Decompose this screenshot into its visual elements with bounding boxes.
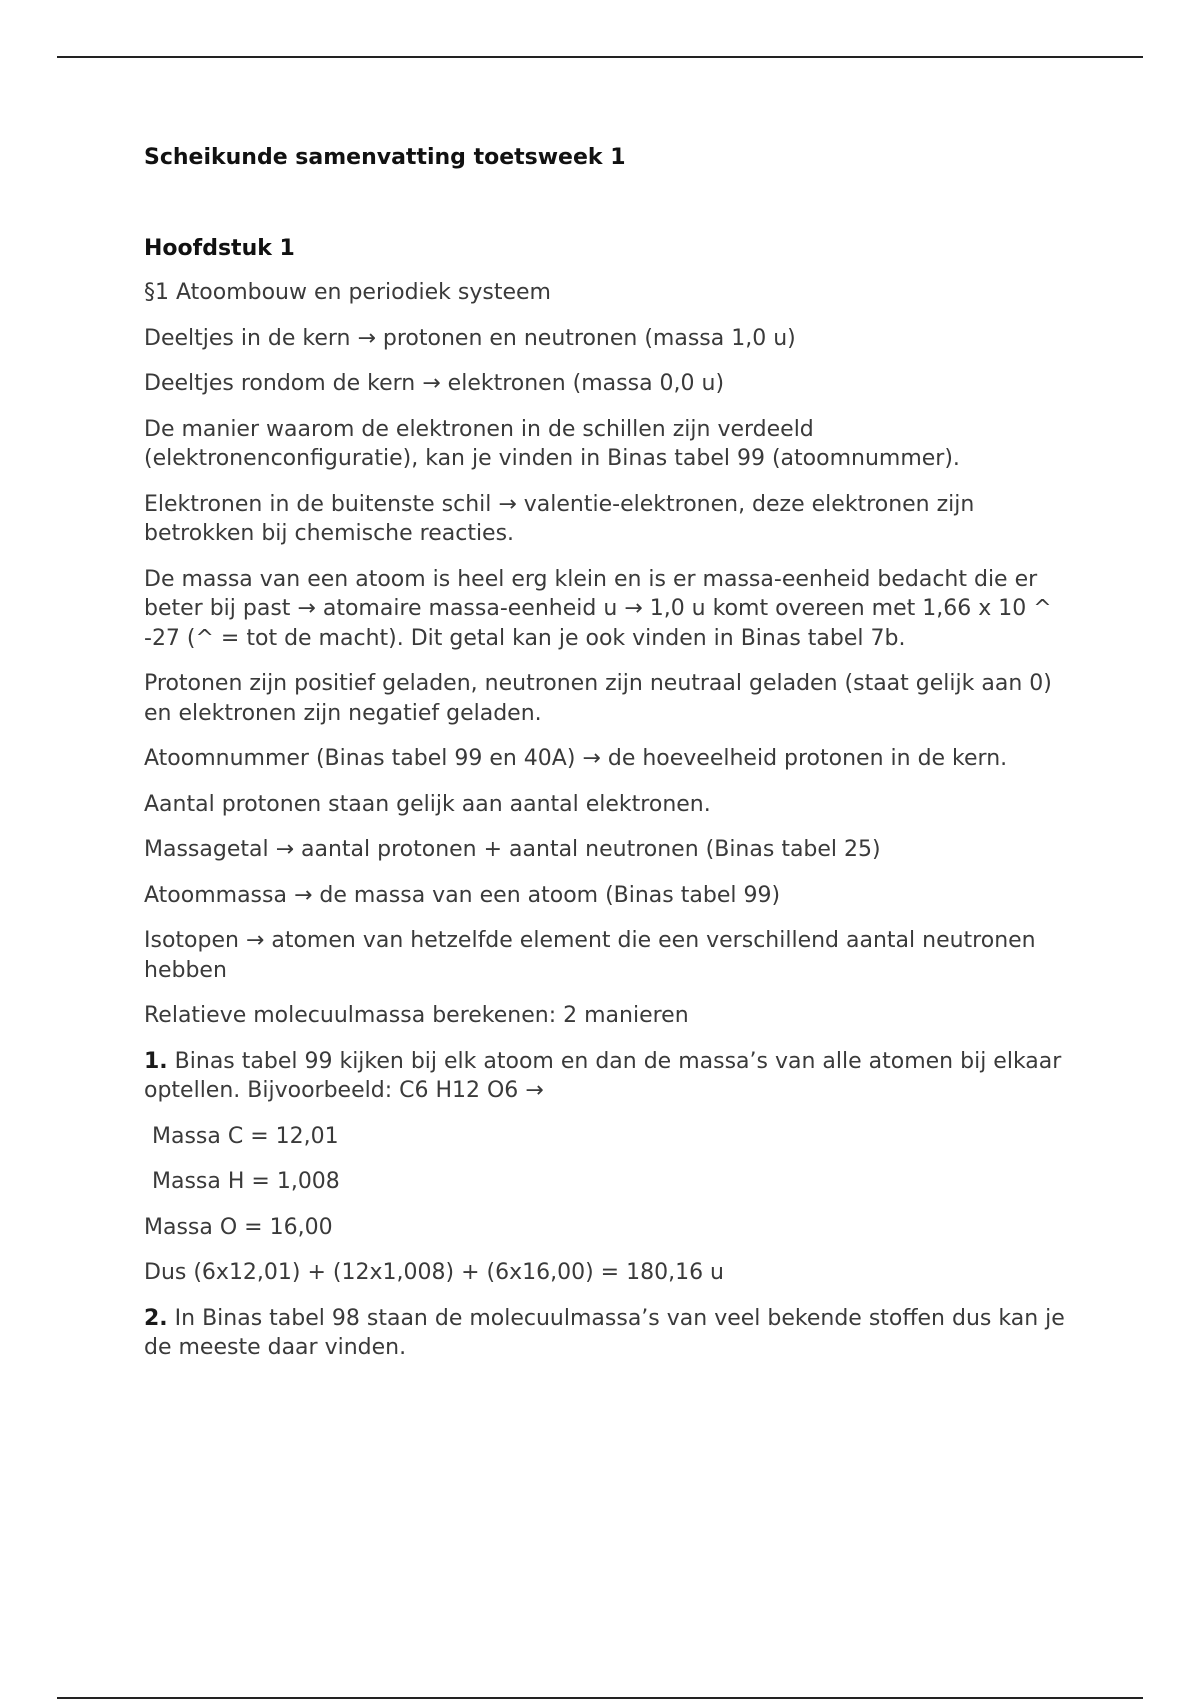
method-two-text: In Binas tabel 98 staan de molecuulmassa’s van veel bekende stoffen dus kan je de meeste daar vinden.: [144, 1305, 1065, 1360]
paragraph: Atoomnummer (Binas tabel 99 en 40A) → de hoeveelheid protonen in de kern.: [144, 746, 1008, 771]
method-two-number: 2.: [144, 1305, 168, 1331]
chapter-heading: Hoofdstuk 1: [144, 235, 295, 261]
paragraph: Deeltjes in de kern → protonen en neutronen (massa 1,0 u): [144, 325, 796, 351]
document-title: Scheikunde samenvatting toetsweek 1: [144, 145, 626, 170]
paragraph: Isotopen → atomen van hetzelfde element die een verschillend aantal neutronen hebben: [144, 928, 1036, 983]
paragraph: De massa van een atoom is heel erg klein en is er massa-eenheid bedacht die er beter bij past → atomaire massa-eenheid u → 1,0 u komt overeen met 1,66 x 10 ^ -27 (^ = tot de macht). Dit getal kan je ook vinden in Binas tabel 7b.: [144, 566, 1052, 651]
paragraph: Relatieve molecuulmassa berekenen: 2 manieren: [144, 1003, 689, 1028]
method-one-text: Binas tabel 99 kijken bij elk atoom en dan de massa’s van alle atomen bij elkaar optellen. Bijvoorbeeld: C6 H12 O6 →: [144, 1048, 1062, 1103]
method-one-number: 1.: [144, 1048, 168, 1074]
mass-oxygen: Massa O = 16,00: [144, 1214, 333, 1240]
paragraph: Deeltjes rondom de kern → elektronen (massa 0,0 u): [144, 371, 725, 396]
paragraph: Protonen zijn positief geladen, neutronen zijn neutraal geladen (staat gelijk aan 0) en elektronen zijn negatief geladen.: [144, 671, 1052, 726]
calculation: Dus (6x12,01) + (12x1,008) + (6x16,00) = 180,16 u: [144, 1260, 725, 1285]
mass-hydrogen: Massa H = 1,008: [152, 1169, 340, 1194]
paragraph: Atoommassa → de massa van een atoom (Binas tabel 99): [144, 882, 781, 908]
section-heading: §1 Atoombouw en periodiek systeem: [144, 280, 551, 305]
paragraph: De manier waarom de elektronen in de schillen zijn verdeeld (elektronenconfiguratie), kan je vinden in Binas tabel 99 (atoomnummer).: [144, 416, 960, 471]
mass-carbon: Massa C = 12,01: [152, 1123, 339, 1149]
method-one: [144, 1047, 1069, 1106]
paragraph: Aantal protonen staan gelijk aan aantal elektronen.: [144, 791, 711, 817]
paragraph: Massagetal → aantal protonen + aantal neutronen (Binas tabel 25): [144, 837, 881, 862]
header-rule: [57, 56, 1143, 58]
footer-rule: [57, 1697, 1143, 1699]
document-body: [144, 143, 1069, 1363]
method-two: [144, 1304, 1069, 1363]
paragraph: Elektronen in de buitenste schil → valentie-elektronen, deze elektronen zijn betrokken bij chemische reacties.: [144, 491, 975, 546]
